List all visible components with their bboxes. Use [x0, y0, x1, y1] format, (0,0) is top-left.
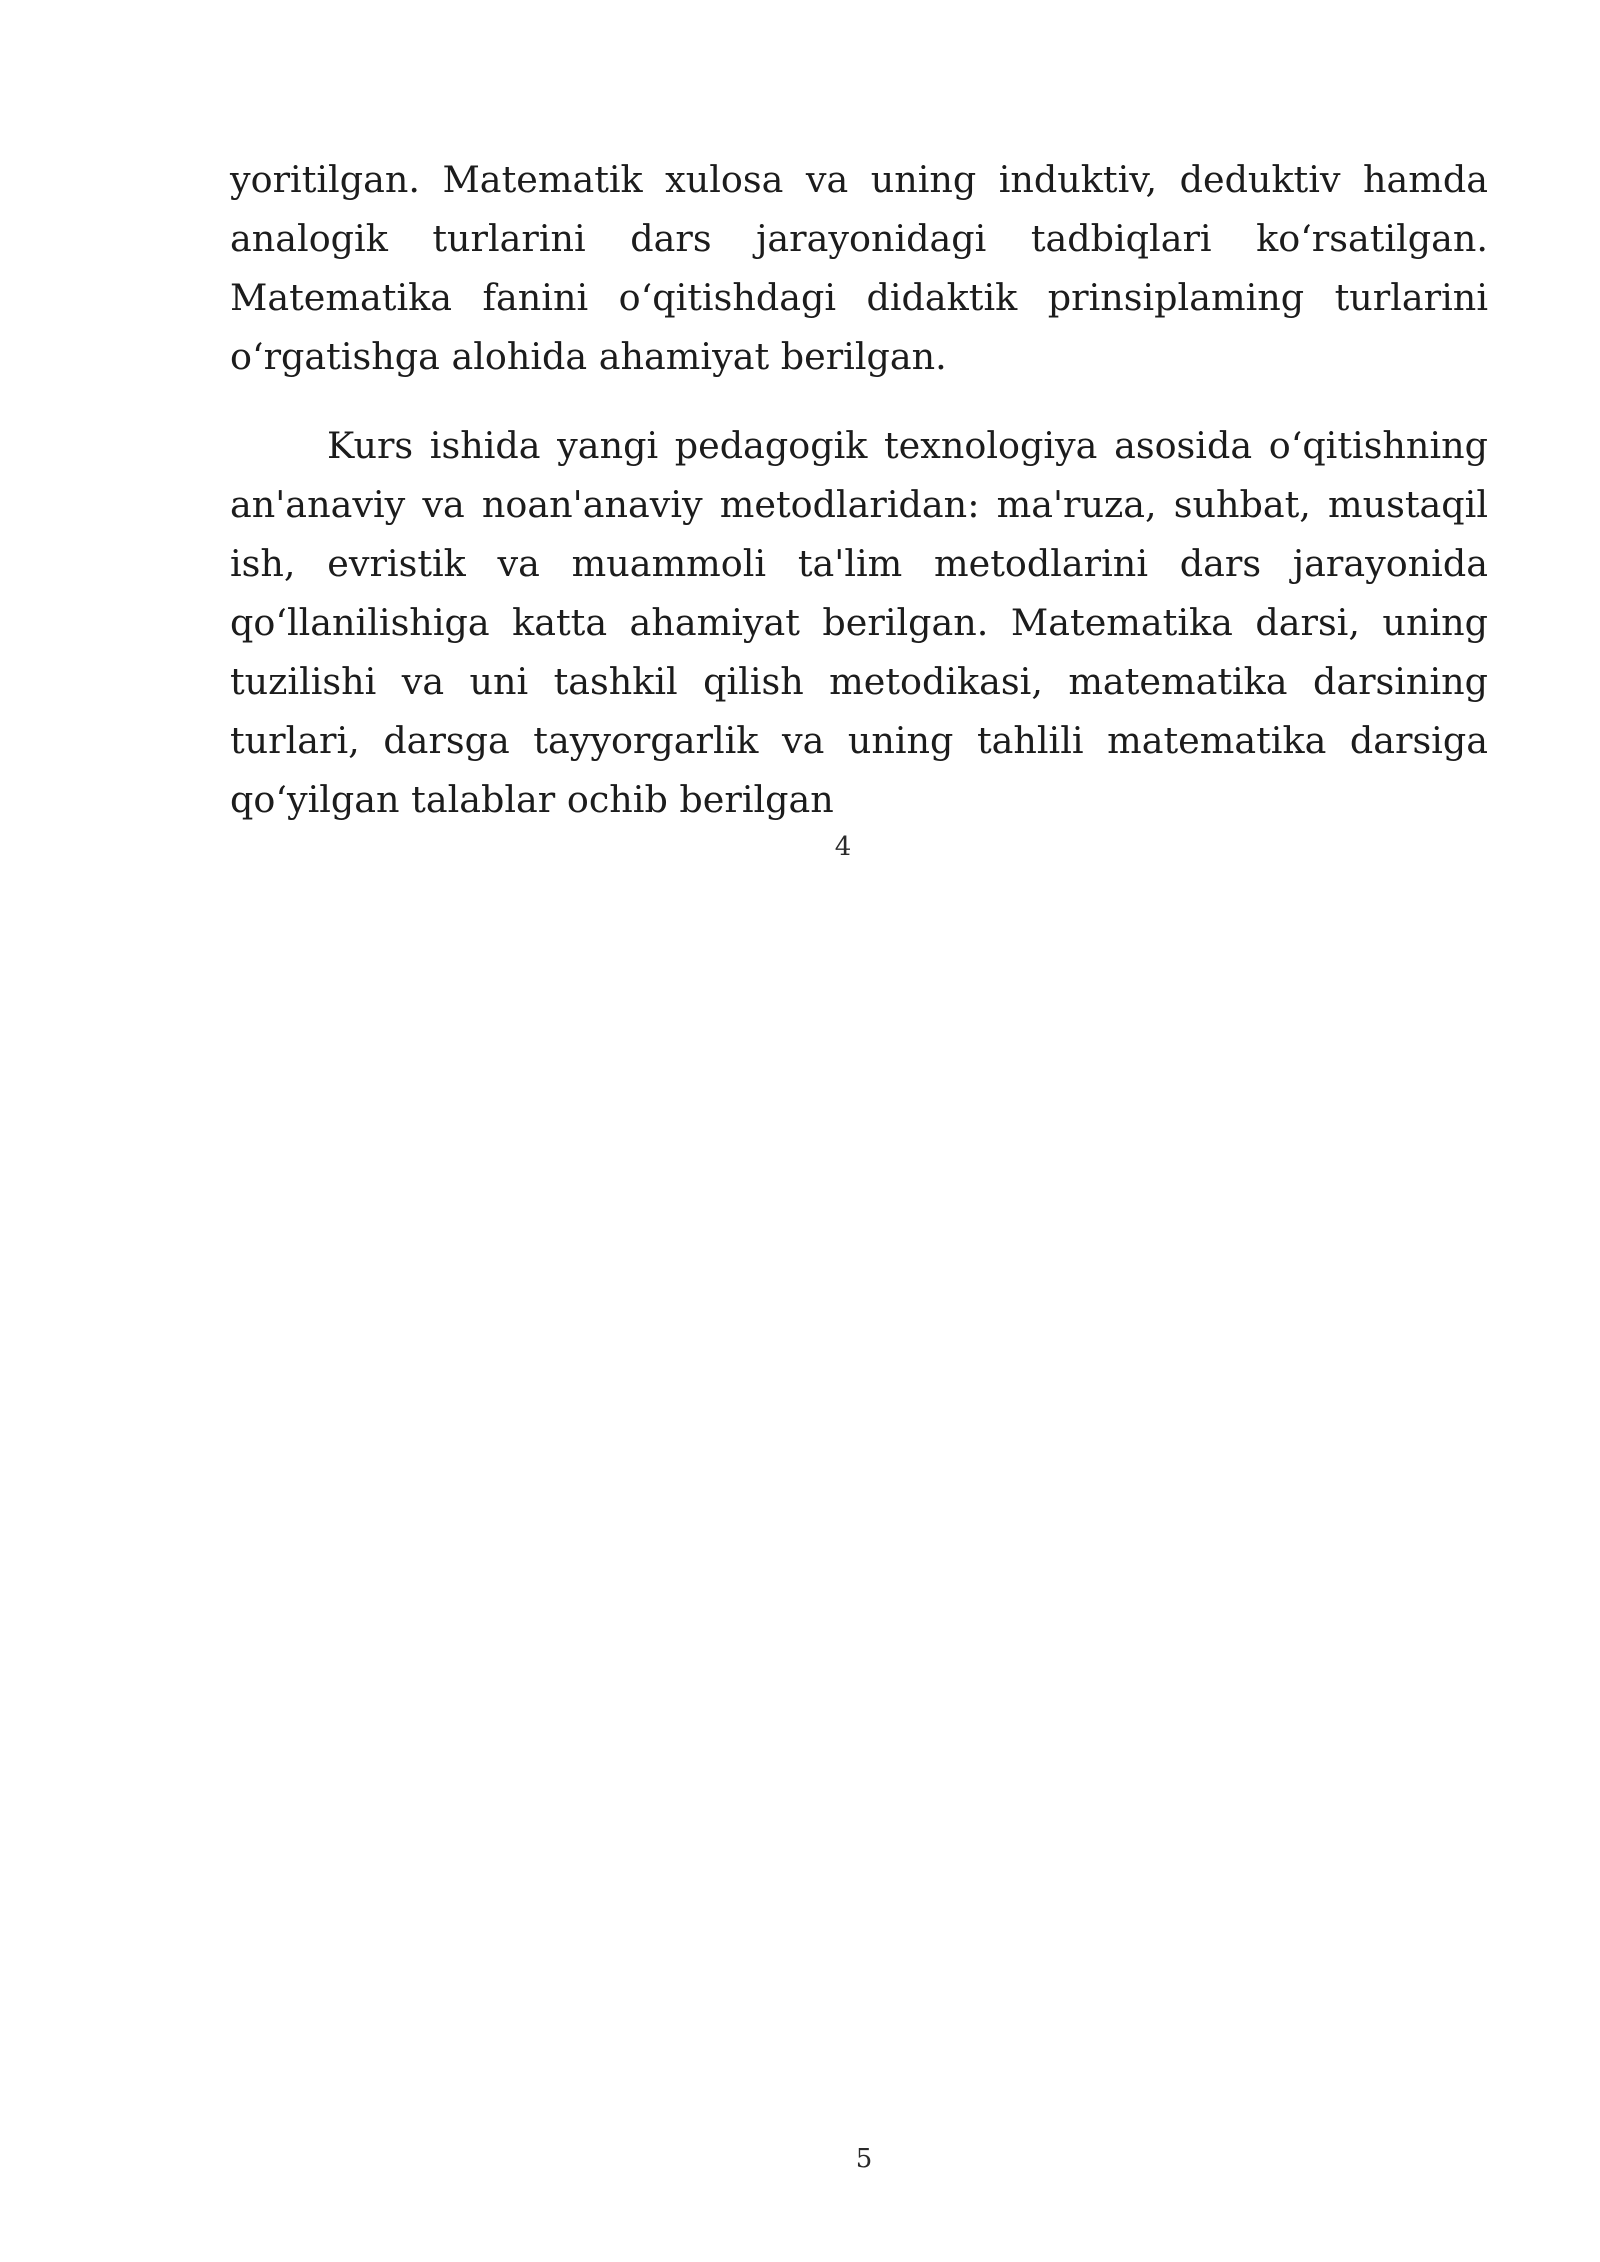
paragraph-continuation: yoritilgan. Matematik xulosa va uning induktiv, deduktiv hamda analogik turlarini dars jarayonidagi tadbiqlari ko‘rsatilgan. Matematika fanini o‘qitishdagi didaktik prinsiplaming turlarini o‘rgatishga alohida ahamiyat berilgan.: [230, 158, 1488, 378]
page-number: 5: [855, 2144, 873, 2174]
paragraph-course-work: Kurs ishida yangi pedagogik texnologiya asosida o‘qitishning an'anaviy va noan'anaviy metodlaridan: ma'ruza, suhbat, mustaqil ish, evristik va muammoli ta'lim metodlarini dars jarayonida qo‘llanilishiga katta ahamiyat berilgan. Matematika darsi, uning tuzilishi va uni tashkil qilish metodikasi, matematika darsining turlari, darsga tayyorgarlik va uning tahlili matematika darsiga qo‘yilgan talablar ochib berilgan: [230, 424, 1488, 821]
body-text: [230, 150, 1488, 829]
inline-page-number: 4: [834, 832, 852, 862]
